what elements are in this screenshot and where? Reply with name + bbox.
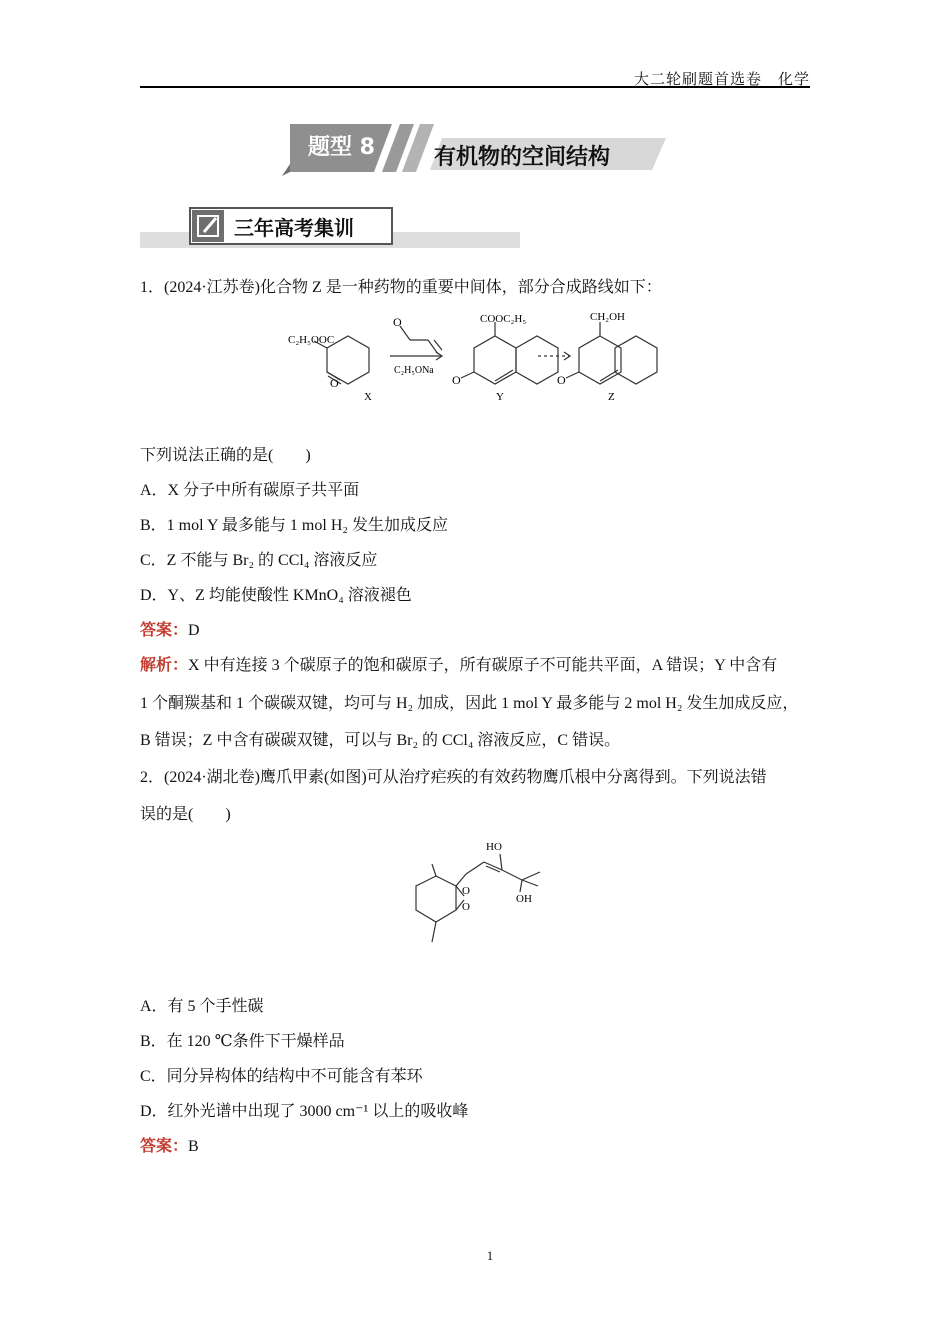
- q2-option-c: C．同分异构体的结构中不可能含有苯环: [140, 1068, 423, 1085]
- q1-prompt: 下列说法正确的是( ): [140, 447, 311, 464]
- q1-reaction-scheme: [280, 306, 660, 410]
- q2-answer-label: 答案：: [140, 1138, 189, 1155]
- z-oxygen: O: [557, 373, 566, 387]
- peroxide-o1: O: [462, 885, 470, 897]
- title-banner: [282, 120, 672, 178]
- q1-option-c: C．Z 不能与 Br₂ 的 CCl₄ 溶液反应: [140, 552, 378, 569]
- q2-structure: [400, 834, 550, 952]
- q1-answer: [140, 617, 200, 640]
- running-header: 大二轮刷题首选卷 化学: [633, 72, 810, 88]
- section-banner: [140, 206, 522, 252]
- oh-label: OH: [516, 893, 532, 905]
- q1-option-d: D．Y、Z 均能使酸性 KMnO₄ 溶液褪色: [140, 587, 412, 604]
- x-label: X: [364, 391, 372, 403]
- section-label: 三年高考集训: [234, 216, 354, 240]
- q2-option-b: B．在 120 ℃条件下干燥样品: [140, 1033, 345, 1050]
- title-type-label: 题型 8: [308, 135, 375, 160]
- q1-option-a: A．X 分子中所有碳原子共平面: [140, 482, 360, 499]
- q2-answer: [140, 1133, 199, 1156]
- q1-analysis-text1: X 中有连接 3 个碳原子的饱和碳原子，所有碳原子不可能共平面，A 错误；Y 中含有: [188, 657, 778, 674]
- page-number: 1: [486, 1248, 494, 1263]
- q2-stem-line2: 误的是( ): [140, 806, 231, 823]
- q1-analysis-line2: 1 个酮羰基和 1 个碳碳双键，均可与 H₂ 加成，因此 1 mol Y 最多能与 2 mol H₂ 发生加成反应，: [140, 695, 799, 712]
- x-substituent: C₂H₅OOC: [288, 334, 335, 346]
- q2-option-a: A．有 5 个手性碳: [140, 998, 264, 1015]
- q1-answer-label: 答案：: [140, 622, 189, 639]
- y-substituent: COOC₂H₅: [480, 313, 527, 325]
- q1-analysis-label: 解析：: [140, 657, 189, 674]
- q1-answer-value: D: [188, 622, 200, 639]
- title-text: 有机物的空间结构: [434, 145, 611, 170]
- z-label: Z: [608, 391, 615, 403]
- header-rule: [140, 86, 810, 88]
- y-oxygen: O: [452, 373, 461, 387]
- q2-answer-value: B: [188, 1138, 199, 1155]
- peroxide-o2: O: [462, 901, 470, 913]
- q2-option-d: D．红外光谱中出现了 3000 cm⁻¹ 以上的吸收峰: [140, 1103, 469, 1120]
- y-label: Y: [496, 391, 504, 403]
- reagent-label: C₂H₅ONa: [394, 365, 434, 376]
- q2-stem-line1: 2．(2024·湖北卷)鹰爪甲素(如图)可从治疗疟疾的有效药物鹰爪根中分离得到。下列说法错: [140, 769, 767, 786]
- ho-label: HO: [486, 841, 502, 853]
- q1-analysis-line1: [140, 652, 777, 675]
- reagent-oxygen: O: [393, 315, 402, 329]
- q1-option-b: B．1 mol Y 最多能与 1 mol H₂ 发生加成反应: [140, 517, 448, 534]
- z-substituent: CH₂OH: [590, 311, 626, 323]
- q1-analysis-line3: B 错误；Z 中含有碳碳双键，可以与 Br₂ 的 CCl₄ 溶液反应，C 错误。: [140, 732, 621, 749]
- q1-stem: 1．(2024·江苏卷)化合物 Z 是一种药物的重要中间体，部分合成路线如下：: [140, 279, 662, 296]
- x-oxygen: O: [330, 376, 339, 390]
